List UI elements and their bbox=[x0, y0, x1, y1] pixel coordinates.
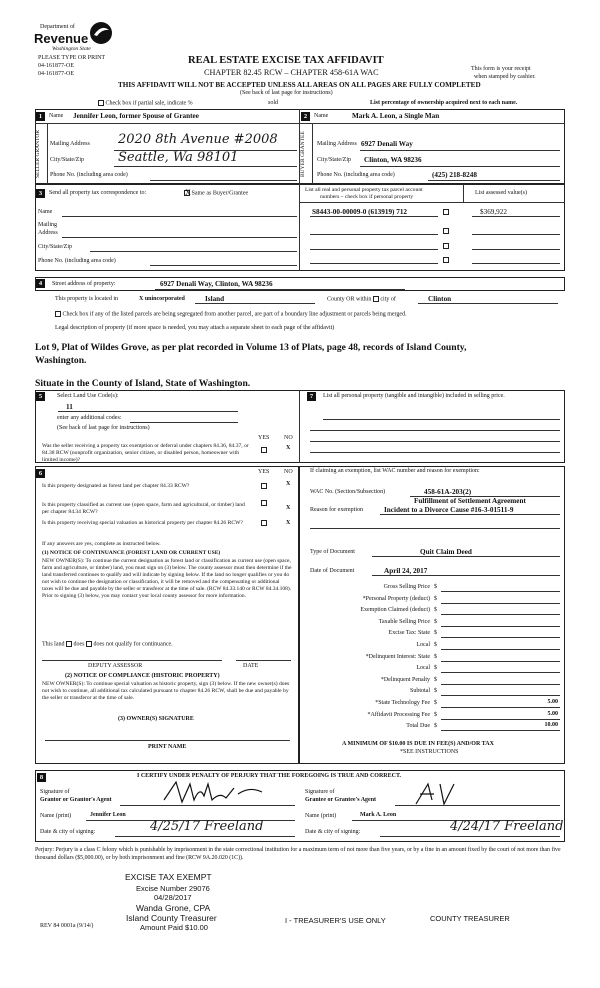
historic-no-x[interactable]: X bbox=[286, 520, 291, 526]
sold-label: sold bbox=[268, 100, 279, 106]
county-name[interactable]: Island bbox=[205, 295, 225, 303]
grantor-print-name[interactable]: Jennifer Leon bbox=[90, 812, 126, 818]
deputy-assessor: DEPUTY ASSESSOR bbox=[88, 663, 143, 669]
city-name[interactable]: Clinton bbox=[428, 295, 452, 303]
buyer-phone-label: Phone No. (including area code) bbox=[317, 172, 395, 178]
county-or-label: County OR bbox=[327, 296, 355, 303]
s6-no: NO bbox=[284, 469, 293, 475]
dept-line1: Department of bbox=[40, 24, 75, 30]
fee-label: Excise Tax: State bbox=[388, 630, 430, 637]
buyer-phone[interactable]: (425) 218-8248 bbox=[432, 171, 477, 179]
city-of-label: city of bbox=[380, 296, 396, 303]
list-percentage: List percentage of ownership acquired next to each name. bbox=[370, 100, 518, 106]
land-use-code[interactable]: 11 bbox=[66, 403, 73, 411]
grantee-date-label: Date & city of signing: bbox=[305, 829, 361, 835]
see-back: (See back of last page for instructions) bbox=[240, 90, 333, 96]
buyer-city-label: City/State/Zip bbox=[317, 157, 351, 163]
seller-name-label: Name bbox=[49, 113, 64, 119]
warning: THIS AFFIDAVIT WILL NOT BE ACCEPTED UNLESS ALL AREAS ON ALL PAGES ARE FULLY COMPLETED bbox=[118, 81, 481, 89]
legal-description-2[interactable]: Washington. bbox=[35, 355, 87, 366]
buyer-mail-label: Mailing Address bbox=[317, 141, 357, 147]
fee-value[interactable]: 5.00 bbox=[547, 710, 558, 717]
doc-date-label: Date of Document bbox=[310, 568, 355, 574]
fee-label: Gross Selling Price bbox=[383, 584, 430, 590]
same-as-buyer-checkbox[interactable]: X bbox=[185, 188, 191, 197]
does-not-label: does not qualify for continuance. bbox=[93, 641, 173, 648]
fee-dollar-sign: $ bbox=[434, 642, 437, 648]
grantee-date-city[interactable]: 4/24/17 Freeland bbox=[450, 819, 564, 834]
fee-label: Taxable Selling Price bbox=[378, 618, 430, 625]
land-does-not-checkbox[interactable] bbox=[86, 641, 92, 647]
grantor-signature[interactable] bbox=[160, 778, 270, 806]
form-subtitle: CHAPTER 82.45 RCW – CHAPTER 458-61A WAC bbox=[204, 68, 379, 77]
partial-sale-label: Check box if partial sale, indicate % bbox=[105, 100, 193, 107]
current-use-yes-checkbox[interactable] bbox=[261, 500, 267, 506]
fee-dollar-sign: $ bbox=[434, 595, 437, 602]
section-3-number: 3 bbox=[36, 189, 45, 198]
perjury-statement: Perjury: Perjury is a class C felony which is punishable by imprisonment in the state correctional institution for a maximum term of not more than five years, or by a fine in an amount fixed by the court of not more than five thousand dollars ($5,000.00), or by both imprisonment and fine (RCW 9A.20.020 (1C)). bbox=[35, 847, 561, 861]
parcel-personal-checkbox-2[interactable] bbox=[443, 228, 449, 234]
fee-label: *Personal Property (deduct) bbox=[362, 595, 430, 602]
additional-codes-label: enter any additional codes: bbox=[57, 415, 122, 421]
current-use-question: Is this property classified as current use (open space, farm and agricultural, or timber) land per chapter 84.34 RCW? bbox=[42, 502, 245, 515]
grantor-date-city[interactable]: 4/25/17 Freeland bbox=[150, 819, 264, 834]
parcel-personal-checkbox-4[interactable] bbox=[443, 257, 449, 263]
reason-label: Reason for exemption bbox=[310, 507, 363, 513]
certify-statement: I CERTIFY UNDER PENALTY OF PERJURY THAT THE FOREGOING IS TRUE AND CORRECT. bbox=[137, 773, 402, 779]
assessed-value[interactable]: $369,922 bbox=[480, 208, 507, 216]
notice-1-text: NEW OWNER(S): To continue the current designation as forest land or classification as current use (open space, farm and agriculture, or timber) land, you must sign on (3) below. The county assessor must then determine if the land transferred continues to qualify and will indicate by signing below. If the land no longer qualifies or you do not wish to continue the designation or classification, it will be removed and the compensating or additional taxes will be due and payable by the seller or transferor at the time of sale. (RCW 84.33.140 or RCW 84.34.108). Prior to signing (3) below, you may contact your local county assessor for more information. bbox=[42, 558, 292, 599]
grantee-print-name[interactable]: Mark A. Leon bbox=[360, 812, 397, 818]
doc-type-label: Type of Document bbox=[310, 549, 355, 555]
exemption-reason-2[interactable]: Incident to a Divorce Cause #16-3-01511-9 bbox=[384, 506, 514, 514]
fee-dollar-sign: $ bbox=[434, 584, 437, 590]
buyer-mail[interactable]: 6927 Denali Way bbox=[361, 140, 413, 148]
grantee-name-label: Name (print) bbox=[305, 813, 337, 819]
stamp-line-3: 04/28/2017 bbox=[154, 893, 192, 902]
if-yes-instructions: If any answers are yes, complete as instructed below. bbox=[42, 541, 161, 547]
fee-value[interactable]: 5.00 bbox=[547, 699, 558, 705]
street-label: Street address of property: bbox=[52, 281, 116, 287]
property-street[interactable]: 6927 Denali Way, Clinton, WA 98236 bbox=[160, 280, 273, 288]
legal-description[interactable]: Lot 9, Plat of Wildes Grove, as per plat recorded in Volume 13 of Plats, page 48, records of Island County, bbox=[35, 342, 467, 353]
buyer-name-label: Name bbox=[314, 113, 329, 119]
fee-dollar-sign: $ bbox=[434, 665, 437, 672]
fee-dollar-sign: $ bbox=[434, 700, 437, 706]
form-number-1: 04-161877-OE bbox=[38, 63, 74, 69]
claiming-label: If claiming an exemption, list WAC number and reason for exemption: bbox=[310, 468, 480, 474]
section-6-number: 6 bbox=[36, 469, 45, 478]
historic-question: Is this property receiving special valuation as historical property per chapter 84.26 RCW? bbox=[42, 520, 243, 526]
grantee-signature[interactable] bbox=[410, 780, 470, 808]
historic-yes-checkbox[interactable] bbox=[261, 520, 267, 526]
seller-side-label: SELLER GRANTOR bbox=[35, 129, 41, 179]
seller-mail[interactable]: 2020 8th Avenue #2008 bbox=[118, 132, 278, 147]
seller-name[interactable]: Jennifer Leon, former Spouse of Grantee bbox=[73, 112, 199, 120]
section-5-number: 5 bbox=[36, 392, 45, 401]
unincorporated: X unincorporated bbox=[139, 296, 185, 302]
logo-swoosh-icon bbox=[88, 20, 114, 46]
wac-number[interactable]: 458-61A-203(2) bbox=[424, 488, 472, 496]
situate[interactable]: Situate in the County of Island, State of Washington. bbox=[35, 378, 251, 389]
fee-label: Total Due bbox=[406, 723, 430, 730]
exempt-yes-checkbox[interactable] bbox=[261, 447, 267, 453]
seller-city-label: City/State/Zip bbox=[50, 157, 84, 163]
buyer-side-label: BUYER GRANTEE bbox=[300, 131, 306, 177]
parcel-number[interactable]: S8443-00-00009-0 (613919) 712 bbox=[312, 208, 408, 216]
seller-city[interactable]: Seattle, Wa 98101 bbox=[118, 150, 239, 165]
stamp-line-2: Excise Number 29076 bbox=[136, 884, 210, 893]
stamp-line-1: EXCISE TAX EXEMPT bbox=[125, 872, 212, 882]
county-treasurer: COUNTY TREASURER bbox=[430, 914, 510, 923]
fee-label: Exemption Claimed (deduct) bbox=[360, 607, 430, 614]
s3-name-label: Name bbox=[38, 209, 53, 215]
assessed-head: List assessed value(s) bbox=[475, 190, 527, 196]
see-back-codes: (See back of last page for instructions) bbox=[57, 425, 150, 431]
s5-yes: YES bbox=[258, 435, 270, 441]
fee-dollar-sign: $ bbox=[434, 711, 437, 718]
land-does-checkbox[interactable] bbox=[66, 641, 72, 647]
forest-no-x[interactable]: X bbox=[286, 481, 291, 487]
dept-line2: Revenue bbox=[34, 31, 89, 46]
stamp-line-4: Wanda Grone, CPA bbox=[136, 903, 211, 913]
rev-number: REV 84 0001a (9/14/) bbox=[40, 923, 94, 929]
parcel-personal-checkbox-1[interactable] bbox=[443, 209, 449, 215]
section-1-number: 1 bbox=[36, 112, 45, 121]
segregated-checkbox[interactable] bbox=[55, 311, 61, 317]
s3-mailing-label: Mailing bbox=[38, 222, 57, 228]
parcel-personal-checkbox-3[interactable] bbox=[443, 243, 449, 249]
fee-dollar-sign: $ bbox=[434, 688, 437, 695]
current-use-no-x[interactable]: X bbox=[286, 505, 291, 511]
forest-question: Is this property designated as forest land per chapter 84.33 RCW? bbox=[42, 483, 190, 489]
section-2-number: 2 bbox=[301, 112, 310, 121]
segregated-label: Check box if any of the listed parcels are being segregated from another parcel, are part of a boundary line adjustment or parcels being merged. bbox=[62, 311, 407, 318]
form-number-2: 04-161877-OE bbox=[38, 71, 74, 77]
fee-dollar-sign: $ bbox=[434, 653, 437, 660]
fee-value[interactable]: 10.00 bbox=[544, 722, 558, 729]
parcel-head-1: List all real and personal property tax parcel account bbox=[305, 187, 423, 193]
legal-label: Legal description of property (if more space is needed, you may attach a separate sheet to each page of the affidavit) bbox=[55, 325, 335, 331]
receipt-note-2: when stamped by cashier. bbox=[474, 74, 536, 80]
minimum-due: A MINIMUM OF $10.00 IS DUE IN FEE(S) AND/OR TAX bbox=[342, 741, 494, 747]
grantor-sig-label-1: Signature of bbox=[40, 789, 70, 795]
buyer-city[interactable]: Clinton, WA 98236 bbox=[364, 156, 422, 164]
within-label: within bbox=[356, 296, 372, 303]
s6-yes: YES bbox=[258, 469, 270, 475]
personal-property-label: List all personal property (tangible and intangible) included in selling price. bbox=[323, 393, 505, 399]
this-land-label: This land bbox=[42, 641, 65, 648]
fee-dollar-sign: $ bbox=[434, 630, 437, 637]
stamp-line-6: Amount Paid $10.00 bbox=[140, 923, 208, 932]
buyer-name[interactable]: Mark A. Leon, a Single Man bbox=[352, 112, 440, 120]
form-title: REAL ESTATE EXCISE TAX AFFIDAVIT bbox=[188, 55, 384, 66]
fee-label: *Affidavit Processing Fee bbox=[367, 711, 430, 718]
grantor-name-label: Name (print) bbox=[40, 813, 72, 819]
section-4-number: 4 bbox=[36, 279, 45, 288]
receipt-note-1: This form is your receipt bbox=[471, 66, 531, 72]
fee-label: Subtotal bbox=[409, 688, 430, 695]
fee-label: Local bbox=[416, 665, 430, 672]
fee-dollar-sign: $ bbox=[434, 607, 437, 614]
city-of-checkbox[interactable] bbox=[373, 296, 379, 302]
notice-1-title: (1) NOTICE OF CONTINUANCE (FOREST LAND OR CURRENT USE) bbox=[42, 550, 221, 556]
does-label: does bbox=[73, 641, 85, 648]
notice-2-text: NEW OWNER(S): To continue special valuation as historic property, sign (3) below. If the new owner(s) does not wish to continue, all additional tax calculated pursuant to chapter 84.26 RCW, shall be due and payable by the seller or transferor at the time of sale. bbox=[42, 681, 290, 701]
grantor-sig-label-2: Grantor or Grantor's Agent bbox=[40, 797, 112, 803]
grantee-sig-label-2: Grantee or Grantee's Agent bbox=[305, 797, 377, 803]
fee-label: *Delinquent Interest: State bbox=[365, 653, 430, 660]
seller-phone-label: Phone No. (including area code) bbox=[50, 172, 128, 178]
document-date[interactable]: April 24, 2017 bbox=[384, 567, 428, 575]
exempt-no-x[interactable]: X bbox=[286, 445, 291, 451]
located-label: This property is located in bbox=[55, 296, 118, 302]
fee-dollar-sign: $ bbox=[434, 723, 437, 730]
fee-dollar-sign: $ bbox=[434, 618, 437, 625]
section-8-number: 8 bbox=[37, 773, 46, 782]
please-type: PLEASE TYPE OR PRINT bbox=[38, 55, 106, 61]
wac-label: WAC No. (Section/Subsection) bbox=[310, 489, 386, 495]
print-name-label: PRINT NAME bbox=[148, 744, 187, 750]
land-use-label: Select Land Use Code(s): bbox=[57, 393, 119, 399]
exemption-reason-1[interactable]: Fulfillment of Settlement Agreement bbox=[414, 497, 526, 505]
s3-address-label: Address bbox=[38, 230, 58, 236]
fee-label: *State Technology Fee bbox=[375, 700, 430, 706]
section-7-number: 7 bbox=[307, 392, 316, 401]
grantor-date-label: Date & city of signing: bbox=[40, 829, 96, 835]
dept-line3: Washington State bbox=[52, 46, 91, 52]
see-instructions: *SEE INSTRUCTIONS bbox=[400, 749, 459, 755]
treasurer-use-only: I - TREASURER'S USE ONLY bbox=[285, 916, 386, 925]
grantee-sig-label-1: Signature of bbox=[305, 789, 335, 795]
stamp-line-5: Island County Treasurer bbox=[126, 913, 217, 923]
partial-sale-checkbox[interactable] bbox=[98, 100, 104, 106]
owner-signature-label: (3) OWNER(S) SIGNATURE bbox=[118, 716, 194, 722]
forest-yes-checkbox[interactable] bbox=[261, 483, 267, 489]
fee-label: *Delinquent Penalty bbox=[380, 676, 430, 683]
document-type[interactable]: Quit Claim Deed bbox=[420, 548, 472, 556]
fee-label: Local bbox=[416, 642, 430, 648]
fee-dollar-sign: $ bbox=[434, 676, 437, 683]
send-correspondence-label: Send all property tax correspondence to: bbox=[49, 190, 147, 196]
s5-no: NO bbox=[284, 435, 293, 441]
parcel-head-2: numbers – check box if personal property bbox=[320, 194, 414, 200]
exemption-question: Was the seller receiving a property tax exemption or deferral under chapters 84.36, 84.37, or 84.38 RCW (nonprofit organization, senior citizen, or disabled person, homeowner with limited income)? bbox=[42, 443, 249, 463]
same-as-buyer-label: Same as Buyer/Grantee bbox=[191, 190, 249, 197]
assessor-date: DATE bbox=[243, 663, 259, 669]
s3-city-label: City/State/Zip bbox=[38, 244, 72, 250]
notice-2-title: (2) NOTICE OF COMPLIANCE (HISTORIC PROPERTY) bbox=[65, 673, 220, 679]
seller-mail-label: Mailing Address bbox=[50, 141, 90, 147]
s3-phone-label: Phone No. (including area code) bbox=[38, 258, 116, 264]
